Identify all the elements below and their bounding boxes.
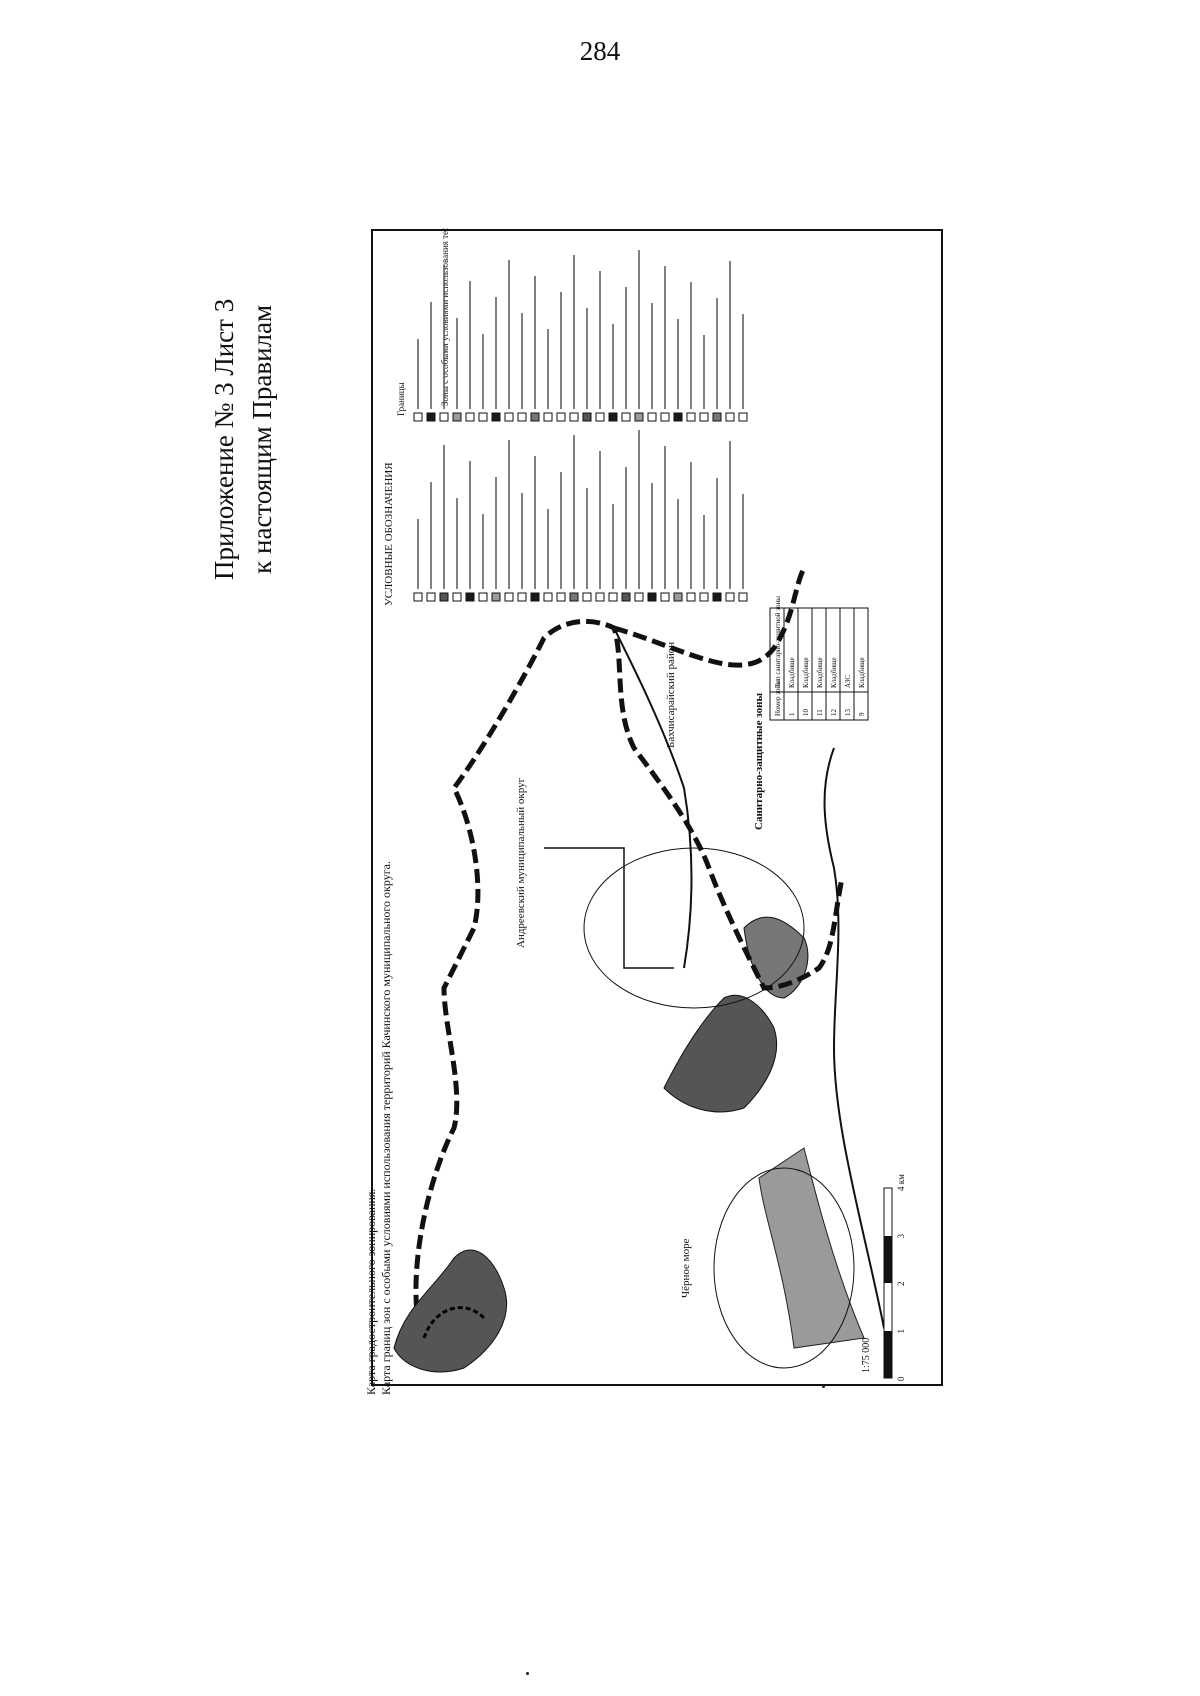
legend-swatch xyxy=(479,413,487,421)
legend-swatch xyxy=(570,593,578,601)
legend-swatch xyxy=(414,413,422,421)
district-line xyxy=(544,848,674,968)
table-cell: 12 xyxy=(830,709,838,716)
table-cell: 9 xyxy=(858,712,866,716)
legend-swatch xyxy=(661,593,669,601)
legend-title: УСЛОВНЫЕ ОБОЗНАЧЕНИЯ xyxy=(383,462,395,606)
legend-swatch xyxy=(648,413,656,421)
label-bakhchisaray: Бахчисарайский район xyxy=(665,641,677,748)
table-cell: 10 xyxy=(802,709,810,716)
central-settlement-2 xyxy=(744,917,808,998)
legend-swatch xyxy=(492,593,500,601)
sanitary-table-title: Санитарно-защитные зоны xyxy=(753,692,765,830)
legend-swatch xyxy=(557,413,565,421)
scale-tick-label: 2 xyxy=(896,1281,906,1286)
legend-swatch xyxy=(518,593,526,601)
legend-swatch xyxy=(648,593,656,601)
label-andreevsky: Андреевский муниципальный округ xyxy=(515,777,527,948)
legend-swatch xyxy=(453,413,461,421)
central-settlement xyxy=(664,995,777,1112)
zoning-map xyxy=(364,228,946,1388)
legend-boundaries-heading: Границы xyxy=(396,382,406,416)
scale-tick-label: 1 xyxy=(896,1329,906,1334)
legend-swatch xyxy=(609,413,617,421)
map-title-line-2: Карта границ зон с особыми условиями использования территорий Качинского муниципального округа. xyxy=(379,861,393,1395)
stray-mark xyxy=(526,1672,529,1675)
legend-swatch xyxy=(557,593,565,601)
legend-swatches xyxy=(414,250,747,601)
table-cell: Кладбище xyxy=(858,657,866,688)
table-cell: Кладбище xyxy=(802,657,810,688)
legend-swatch xyxy=(531,413,539,421)
legend-swatch xyxy=(427,413,435,421)
table-cell: Кладбище xyxy=(816,657,824,688)
legend-swatch xyxy=(687,413,695,421)
legend-swatch xyxy=(687,593,695,601)
legend-swatch xyxy=(531,593,539,601)
legend-swatch xyxy=(661,413,669,421)
legend-swatch xyxy=(492,413,500,421)
legend-swatch xyxy=(583,413,591,421)
legend-swatch xyxy=(596,593,604,601)
map-title-line-1: Карта градостроительного зонирования. xyxy=(364,1188,378,1395)
inner-boundary xyxy=(614,628,692,968)
sanitary-table xyxy=(770,596,868,720)
legend-swatch xyxy=(570,413,578,421)
legend-swatch xyxy=(427,593,435,601)
legend-swatch xyxy=(596,413,604,421)
table-cell: АЗС xyxy=(844,674,852,688)
legend-swatch xyxy=(505,593,513,601)
legend-swatch xyxy=(726,593,734,601)
table-cell: Кладбище xyxy=(788,657,796,688)
scale-tick-label: 3 xyxy=(896,1234,906,1239)
legend-swatch xyxy=(700,413,708,421)
table-header-cell: Тип санитарно-защитной зоны xyxy=(774,596,782,688)
legend-swatch xyxy=(700,593,708,601)
legend-swatch xyxy=(622,413,630,421)
table-cell: 13 xyxy=(844,709,852,716)
legend-swatch xyxy=(713,593,721,601)
legend-swatch xyxy=(622,593,630,601)
legend-swatch xyxy=(713,413,721,421)
legend-swatch xyxy=(739,593,747,601)
table-cell: 1 xyxy=(788,712,796,716)
table-header-cell: Номер зоны xyxy=(774,680,782,716)
legend-swatch xyxy=(609,593,617,601)
legend-swatch xyxy=(544,413,552,421)
legend-swatch xyxy=(466,593,474,601)
legend-swatch xyxy=(674,413,682,421)
page-number: 284 xyxy=(579,36,621,66)
legend-swatch xyxy=(635,593,643,601)
label-sea: Чёрное море xyxy=(680,1238,692,1298)
scale-ratio: 1:75 000 xyxy=(861,1337,872,1373)
stray-mark xyxy=(822,1385,825,1388)
scale-tick-label: 0 xyxy=(896,1376,906,1381)
legend-swatch xyxy=(739,413,747,421)
legend-swatch xyxy=(635,413,643,421)
appendix-line-1: Приложение № 3 Лист 3 xyxy=(209,298,239,580)
legend-swatch xyxy=(674,593,682,601)
legend-swatch xyxy=(453,593,461,601)
legend-swatch xyxy=(726,413,734,421)
scale-tick-label: 4 км xyxy=(896,1174,906,1191)
legend-swatch xyxy=(440,413,448,421)
table-cell: Кладбище xyxy=(830,657,838,688)
coastal-settlement xyxy=(759,1148,864,1348)
legend-swatch xyxy=(414,593,422,601)
table-cell: 11 xyxy=(816,709,824,716)
legend-zones-heading: Зоны с особыми условиями использования территории xyxy=(440,228,450,406)
legend-swatch xyxy=(479,593,487,601)
legend-swatch xyxy=(505,413,513,421)
legend-swatch xyxy=(440,593,448,601)
legend-swatch xyxy=(466,413,474,421)
legend-swatch xyxy=(518,413,526,421)
legend-swatch xyxy=(544,593,552,601)
legend-swatch xyxy=(583,593,591,601)
locator-inset xyxy=(394,1250,507,1372)
scale-bar xyxy=(861,1174,906,1381)
coastline xyxy=(825,748,884,1328)
appendix-line-2: к настоящим Правилам xyxy=(247,304,277,574)
